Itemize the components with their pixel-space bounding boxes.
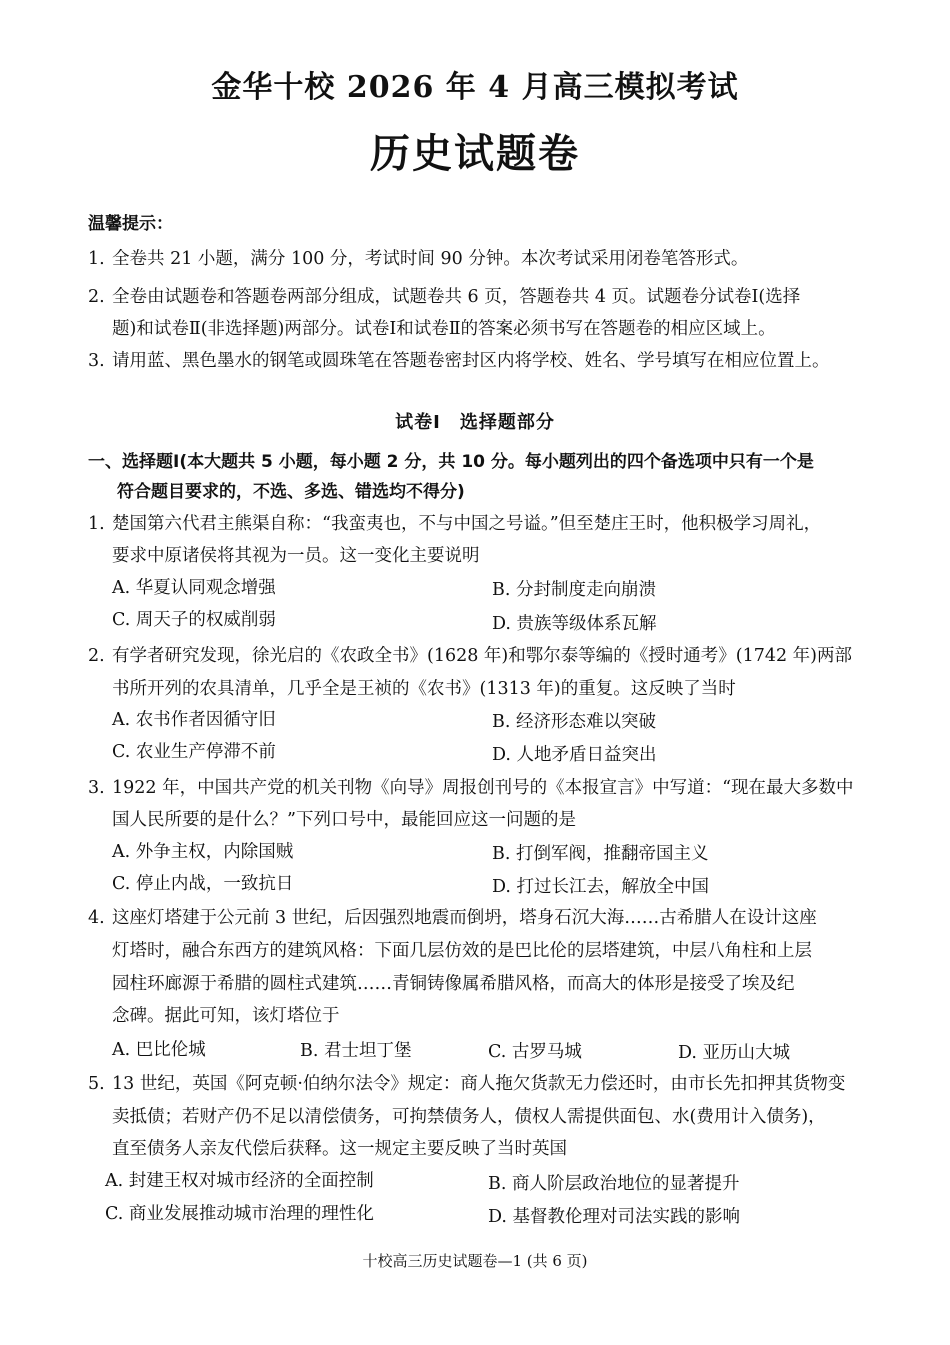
notice-item-2: 2. 全卷由试题卷和答题卷两部分组成，试题卷共 6 页，答题卷共 4 页。试题卷分试卷Ⅰ(选择 <box>88 287 801 307</box>
question-5-line-2: 卖抵债；若财产仍不足以清偿债务，可拘禁债务人，债权人需提供面包、水(费用计入债务)， <box>112 1107 826 1127</box>
question-2-option-d[interactable]: D. 人地矛盾日益突出 <box>492 745 657 765</box>
question-4-option-d[interactable]: D. 亚历山大城 <box>678 1043 791 1063</box>
question-5-option-c[interactable]: C. 商业发展推动城市治理的理性化 <box>105 1204 374 1224</box>
question-4: 4. 这座灯塔建于公元前 3 世纪，后因强烈地震而倒坍，塔身石沉大海……古希腊人在设计这座 <box>88 908 817 928</box>
question-4-option-c[interactable]: C. 古罗马城 <box>488 1042 582 1062</box>
question-3-option-d[interactable]: D. 打过长江去，解放全中国 <box>492 877 710 897</box>
question-4-line-2: 灯塔时，融合东西方的建筑风格：下面几层仿效的是巴比伦的层塔建筑，中层八角柱和上层 <box>112 941 812 961</box>
question-4-line-3: 园柱环廊源于希腊的圆柱式建筑……青铜铸像属希腊风格，而高大的体形是接受了埃及纪 <box>112 974 795 994</box>
question-5-option-b[interactable]: B. 商人阶层政治地位的显著提升 <box>488 1174 740 1194</box>
question-1: 1. 楚国第六代君主熊渠自称：“我蛮夷也，不与中国之号谥。”但至楚庄王时，他积极学习周礼， <box>88 514 822 534</box>
question-2-line-2: 书所开列的农具清单，几乎全是王祯的《农书》(1313 年)的重复。这反映了当时 <box>112 679 736 699</box>
section-instruction: 一、选择题Ⅰ(本大题共 5 小题，每小题 2 分，共 10 分。每小题列出的四个备选项中只有一个是 <box>88 452 814 472</box>
question-2-option-a[interactable]: A. 农书作者因循守旧 <box>112 710 276 730</box>
question-2: 2. 有学者研究发现，徐光启的《农政全书》(1628 年)和鄂尔泰等编的《授时通考》(1742 年)两部 <box>88 646 853 666</box>
exam-subtitle: 历史试题卷 <box>370 130 580 177</box>
notice-label: 温馨提示： <box>88 214 173 234</box>
question-1-option-a[interactable]: A. 华夏认同观念增强 <box>112 578 276 598</box>
notice-item-2-cont: 题)和试卷Ⅱ(非选择题)两部分。试卷Ⅰ和试卷Ⅱ的答案必须书写在答题卷的相应区域上。 <box>112 319 776 339</box>
question-3-option-a[interactable]: A. 外争主权，内除国贼 <box>112 842 294 862</box>
notice-item-3: 3. 请用蓝、黑色墨水的钢笔或圆珠笔在答题卷密封区内将学校、姓名、学号填写在相应位置上。 <box>88 351 830 371</box>
question-3-option-c[interactable]: C. 停止内战，一致抗日 <box>112 874 294 894</box>
question-5-option-d[interactable]: D. 基督教伦理对司法实践的影响 <box>488 1207 741 1227</box>
question-1-option-b[interactable]: B. 分封制度走向崩溃 <box>492 580 656 600</box>
question-2-option-c[interactable]: C. 农业生产停滞不前 <box>112 742 276 762</box>
question-5: 5. 13 世纪，英国《阿克顿·伯纳尔法令》规定：商人拖欠货款无力偿还时，由市长先扣押其货物变 <box>88 1074 846 1094</box>
exam-title: 金华十校 2026 年 4 月高三模拟考试 <box>211 70 739 105</box>
question-1-option-c[interactable]: C. 周天子的权威削弱 <box>112 610 276 630</box>
section-instruction-cont: 符合题目要求的，不选、多选、错选均不得分) <box>117 482 465 502</box>
question-4-line-4: 念碑。据此可知，该灯塔位于 <box>112 1006 340 1026</box>
notice-item-1: 1. 全卷共 21 小题，满分 100 分，考试时间 90 分钟。本次考试采用闭卷笔答形式。 <box>88 249 749 269</box>
question-3-option-b[interactable]: B. 打倒军阀，推翻帝国主义 <box>492 844 709 864</box>
question-4-option-a[interactable]: A. 巴比伦城 <box>112 1040 206 1060</box>
question-5-option-a[interactable]: A. 封建王权对城市经济的全面控制 <box>105 1171 374 1191</box>
question-1-option-d[interactable]: D. 贵族等级体系瓦解 <box>492 614 657 634</box>
question-3: 3. 1922 年，中国共产党的机关刊物《向导》周报创刊号的《本报宣言》中写道：“现在最大多数中 <box>88 778 854 798</box>
question-3-line-2: 国人民所要的是什么？”下列口号中，最能回应这一问题的是 <box>112 810 576 830</box>
section-title: 试卷Ⅰ 选择题部分 <box>395 412 555 433</box>
question-4-option-b[interactable]: B. 君士坦丁堡 <box>300 1041 412 1061</box>
question-1-line-2: 要求中原诸侯将其视为一员。这一变化主要说明 <box>112 546 480 566</box>
question-5-line-3: 直至债务人亲友代偿后获释。这一规定主要反映了当时英国 <box>112 1139 567 1159</box>
question-2-option-b[interactable]: B. 经济形态难以突破 <box>492 712 656 732</box>
page-footer: 十校高三历史试题卷—1 (共 6 页) <box>362 1252 588 1270</box>
